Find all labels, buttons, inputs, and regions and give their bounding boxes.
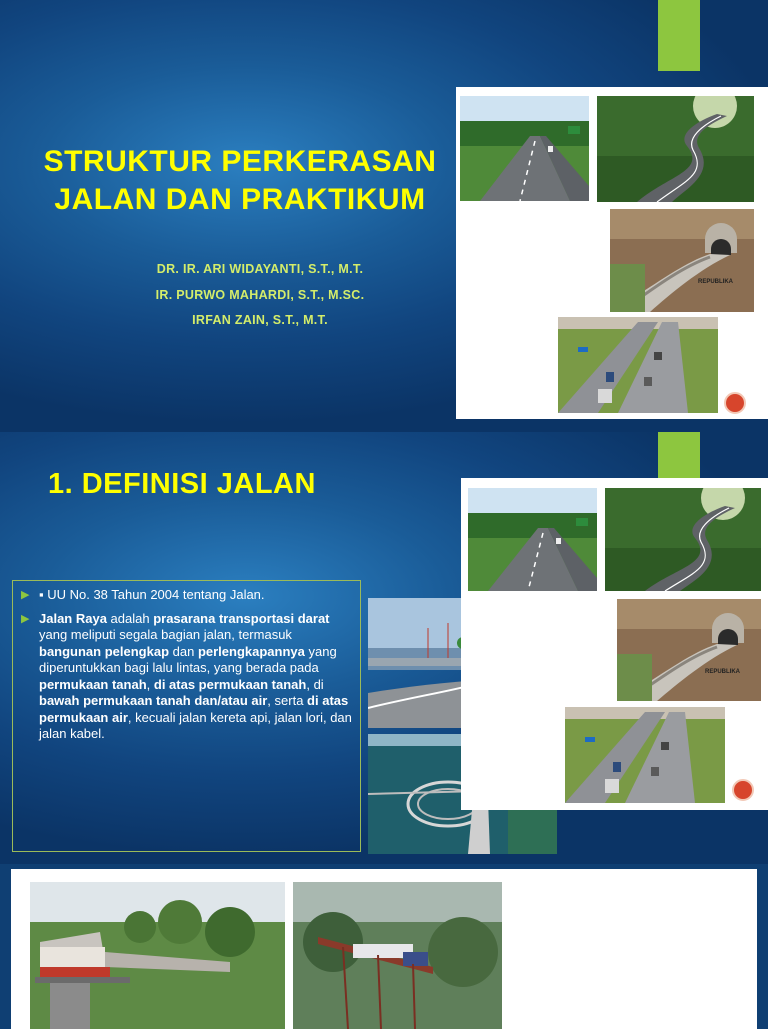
author-3: IRFAN ZAIN, S.T., M.T. (192, 313, 328, 327)
photo-collage-panel (456, 87, 768, 419)
forest-road-photo (605, 488, 761, 591)
photo-watermark: REPUBLIKA (705, 669, 741, 675)
forest-road-photo (597, 96, 754, 202)
slide-definisi-jalan (0, 432, 768, 864)
train-viaduct-photo (293, 882, 502, 1029)
triangle-bullet-icon: ▶ (21, 589, 30, 601)
bold-term: Jalan Raya (39, 610, 107, 626)
bullet-text: ▪ UU No. 38 Tahun 2004 tentang Jalan. (39, 587, 265, 602)
tunnel-photo (617, 599, 761, 701)
record-icon (732, 779, 754, 801)
slide-heading: 1. DEFINISI JALAN (48, 468, 316, 500)
slide-railway (0, 864, 768, 1024)
bold-term: perlengkapannya (197, 643, 305, 659)
green-accent-tab (658, 432, 700, 479)
bullet-text: Jalan Raya adalah prasarana transportasi darat yang meliputi segala bagian jalan, termasuk bangunan pelengkap dan perlengkapannya yang diperuntukkan bagi lalu lintas, yang berada pada permukaan tanah, di atas permukaan tanah, di bawah permukaan tanah dan/atau air, serta di atas permukaan air, kecuali jalan kereta api, jalan lori, dan jalan kabel. (39, 610, 352, 741)
title-line-1: STRUKTUR PERKERASAN (43, 145, 437, 178)
bold-term: prasarana transportasi darat (153, 610, 330, 626)
definition-text-box (12, 580, 361, 852)
toll-road-photo (558, 317, 718, 413)
bold-term: di atas permukaan tanah (153, 676, 307, 692)
presentation-title (30, 143, 450, 219)
photo-watermark: REPUBLIKA (698, 279, 734, 285)
bold-term: di atas permukaan air (39, 693, 349, 725)
highway-photo (468, 488, 597, 591)
slide-title (0, 0, 768, 432)
photo-panel (11, 869, 757, 1029)
record-icon (724, 392, 746, 414)
triangle-bullet-icon: ▶ (21, 612, 30, 625)
title-line-2: JALAN DAN PRAKTIKUM (54, 183, 426, 216)
highway-photo (460, 96, 589, 201)
bold-term: bawah permukaan tanah dan/atau air (39, 693, 268, 708)
tunnel-photo (610, 209, 754, 312)
author-2: IR. PURWO MAHARDI, S.T., M.SC. (155, 288, 365, 302)
green-accent-tab (658, 0, 700, 71)
bullet-item (21, 587, 352, 604)
bullet-item (21, 611, 352, 743)
train-on-bridge-photo (30, 882, 285, 1029)
toll-road-photo (565, 707, 725, 803)
bold-term: permukaan tanah (39, 676, 147, 692)
photo-collage-panel (461, 478, 768, 810)
bold-term: bangunan pelengkap (39, 643, 170, 659)
author-1: DR. IR. ARI WIDAYANTI, S.T., M.T. (156, 262, 364, 276)
